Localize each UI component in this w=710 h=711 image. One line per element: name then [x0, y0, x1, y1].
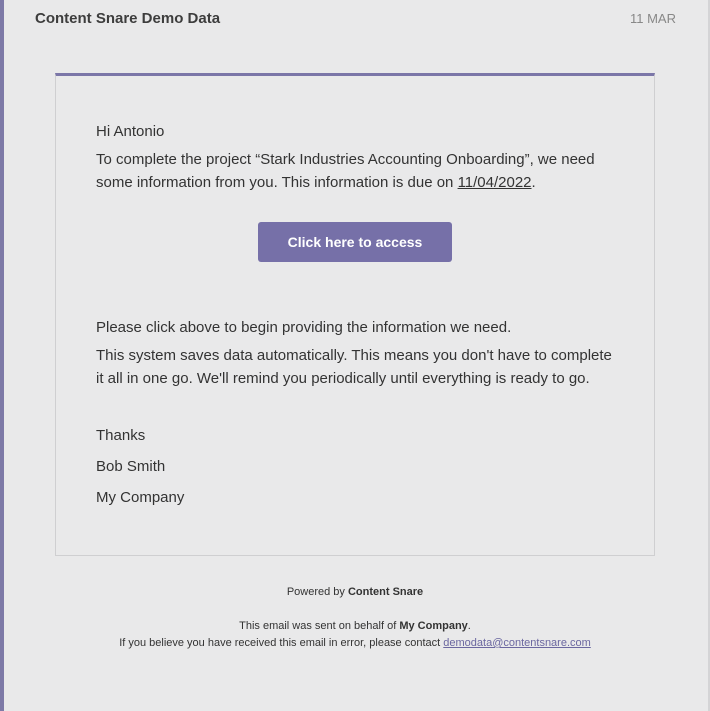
signer-company-line — [96, 486, 621, 509]
due-date: 11/04/2022 — [457, 174, 532, 191]
greeting — [96, 120, 621, 143]
behalf-suffix: . — [467, 620, 471, 632]
powered-by-brand: Content Snare — [347, 586, 424, 598]
signer-company: My Company — [96, 489, 185, 506]
intro-text — [96, 148, 621, 194]
intro-text-end: . — [531, 174, 536, 191]
access-button[interactable]: Click here to access — [258, 222, 452, 262]
thanks-line — [96, 424, 621, 447]
powered-by — [0, 586, 710, 598]
click-above-paragraph — [96, 316, 621, 339]
left-accent-bar — [0, 0, 4, 711]
behalf-prefix: This email was sent on behalf of — [239, 620, 400, 632]
autosave-text: This system saves data automatically. This means you don't have to complete it all in one go. We'll remind you periodically until everything is ready to go. — [96, 347, 612, 387]
contact-email-link[interactable]: demodata@contentsnare.com — [443, 637, 591, 649]
autosave-paragraph — [96, 344, 621, 390]
signer-name: Bob Smith — [96, 458, 166, 475]
thanks-text: Thanks — [96, 427, 146, 444]
email-header — [35, 10, 676, 30]
behalf-company: My Company — [399, 620, 468, 632]
intro-paragraph — [96, 148, 621, 194]
click-above-text: Please click above to begin providing the information we need. — [96, 319, 512, 336]
sender-name: Content Snare Demo Data — [35, 10, 221, 27]
signer-name-line — [96, 455, 621, 478]
intro-text-start: To complete the project “Stark Industries Accounting Onboarding”, we need some information from you. This information is due on — [96, 151, 595, 191]
powered-by-prefix: Powered by — [286, 586, 348, 598]
behalf-line — [0, 620, 710, 632]
error-prefix: If you believe you have received this email in error, please contact — [119, 637, 444, 649]
error-contact-line — [0, 637, 710, 649]
greeting-text: Hi Antonio — [96, 123, 165, 140]
email-card — [55, 73, 655, 556]
email-date: 11 MAR — [630, 11, 676, 26]
